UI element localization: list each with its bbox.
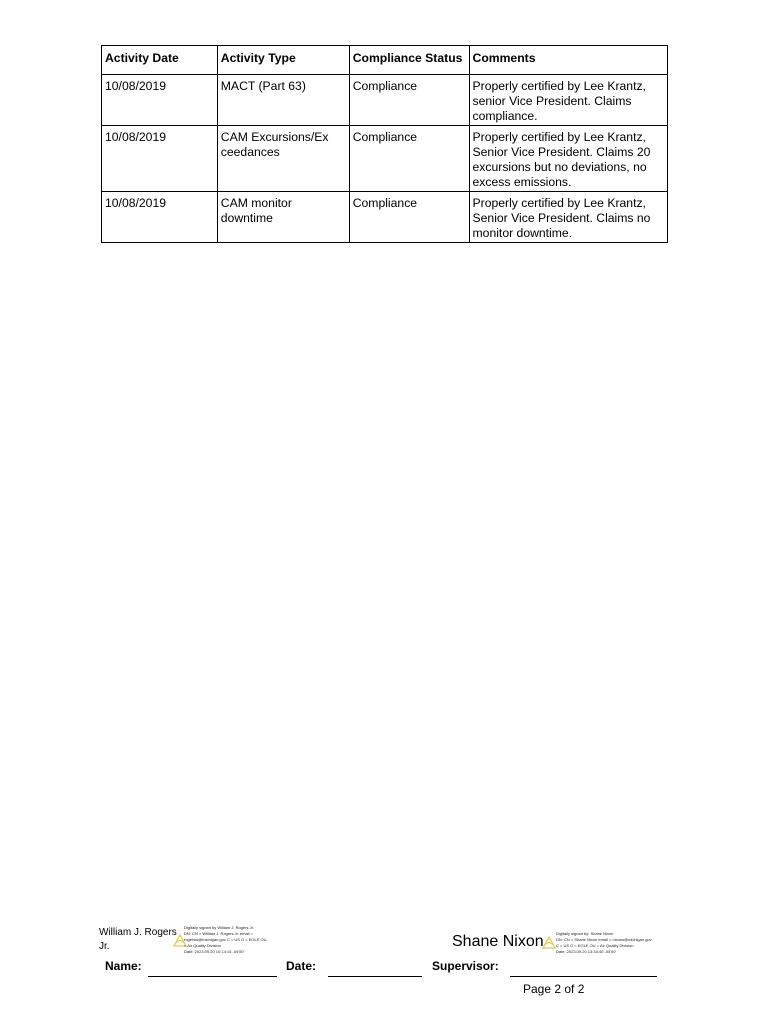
header-comments: Comments [469,46,667,75]
cell-type: CAM monitor downtime [217,192,349,243]
supervisor-line [510,976,657,977]
header-compliance-status: Compliance Status [349,46,469,75]
cell-status: Compliance [349,126,469,192]
cell-type: MACT (Part 63) [217,75,349,126]
activity-table [101,45,668,243]
table-row [102,126,668,192]
cell-date: 10/08/2019 [102,192,218,243]
signer1-name: William J. Rogers Jr. [99,927,177,952]
cell-comments: Properly certified by Lee Krantz, senior Vice President. Claims compliance. [469,75,667,126]
signer1-digital-signature: Digitally signed by William J. Rogers Jr. DN: CN = William J. Rogers Jr. email = rogersw@michigan.gov C = US O = EGLE OU = Air Quality Division Date: 2023.09.20 10:14:15 -04'00' [184,925,267,954]
cell-date: 10/08/2019 [102,126,218,192]
signer2-digital-signature: Digitally signed by: Shane Nixon DN: CN = Shane Nixon email = nixons@michigan.gov C = US O = EGLE OU = Air Quality Division Date: 2023.09.20 13:34:40 -04'00' [556,931,652,954]
table-header-row [102,46,668,75]
name-line [148,976,277,977]
cell-date: 10/08/2019 [102,75,218,126]
supervisor-label: Supervisor: [432,959,499,973]
table-row [102,192,668,243]
header-activity-date: Activity Date [102,46,218,75]
date-line [328,976,422,977]
page-number: Page 2 of 2 [523,982,585,996]
date-label: Date: [286,959,317,973]
header-activity-type: Activity Type [217,46,349,75]
cell-status: Compliance [349,75,469,126]
cell-comments: Properly certified by Lee Krantz, Senior Vice President. Claims no monitor downtime. [469,192,667,243]
name-label: Name: [105,959,142,973]
cell-status: Compliance [349,192,469,243]
table-row [102,75,668,126]
cell-type: CAM Excursions/Exceedances [217,126,349,192]
cell-comments: Properly certified by Lee Krantz, Senior Vice President. Claims 20 excursions but no deviations, no excess emissions. [469,126,667,192]
signer2-name: Shane Nixon [452,933,544,950]
